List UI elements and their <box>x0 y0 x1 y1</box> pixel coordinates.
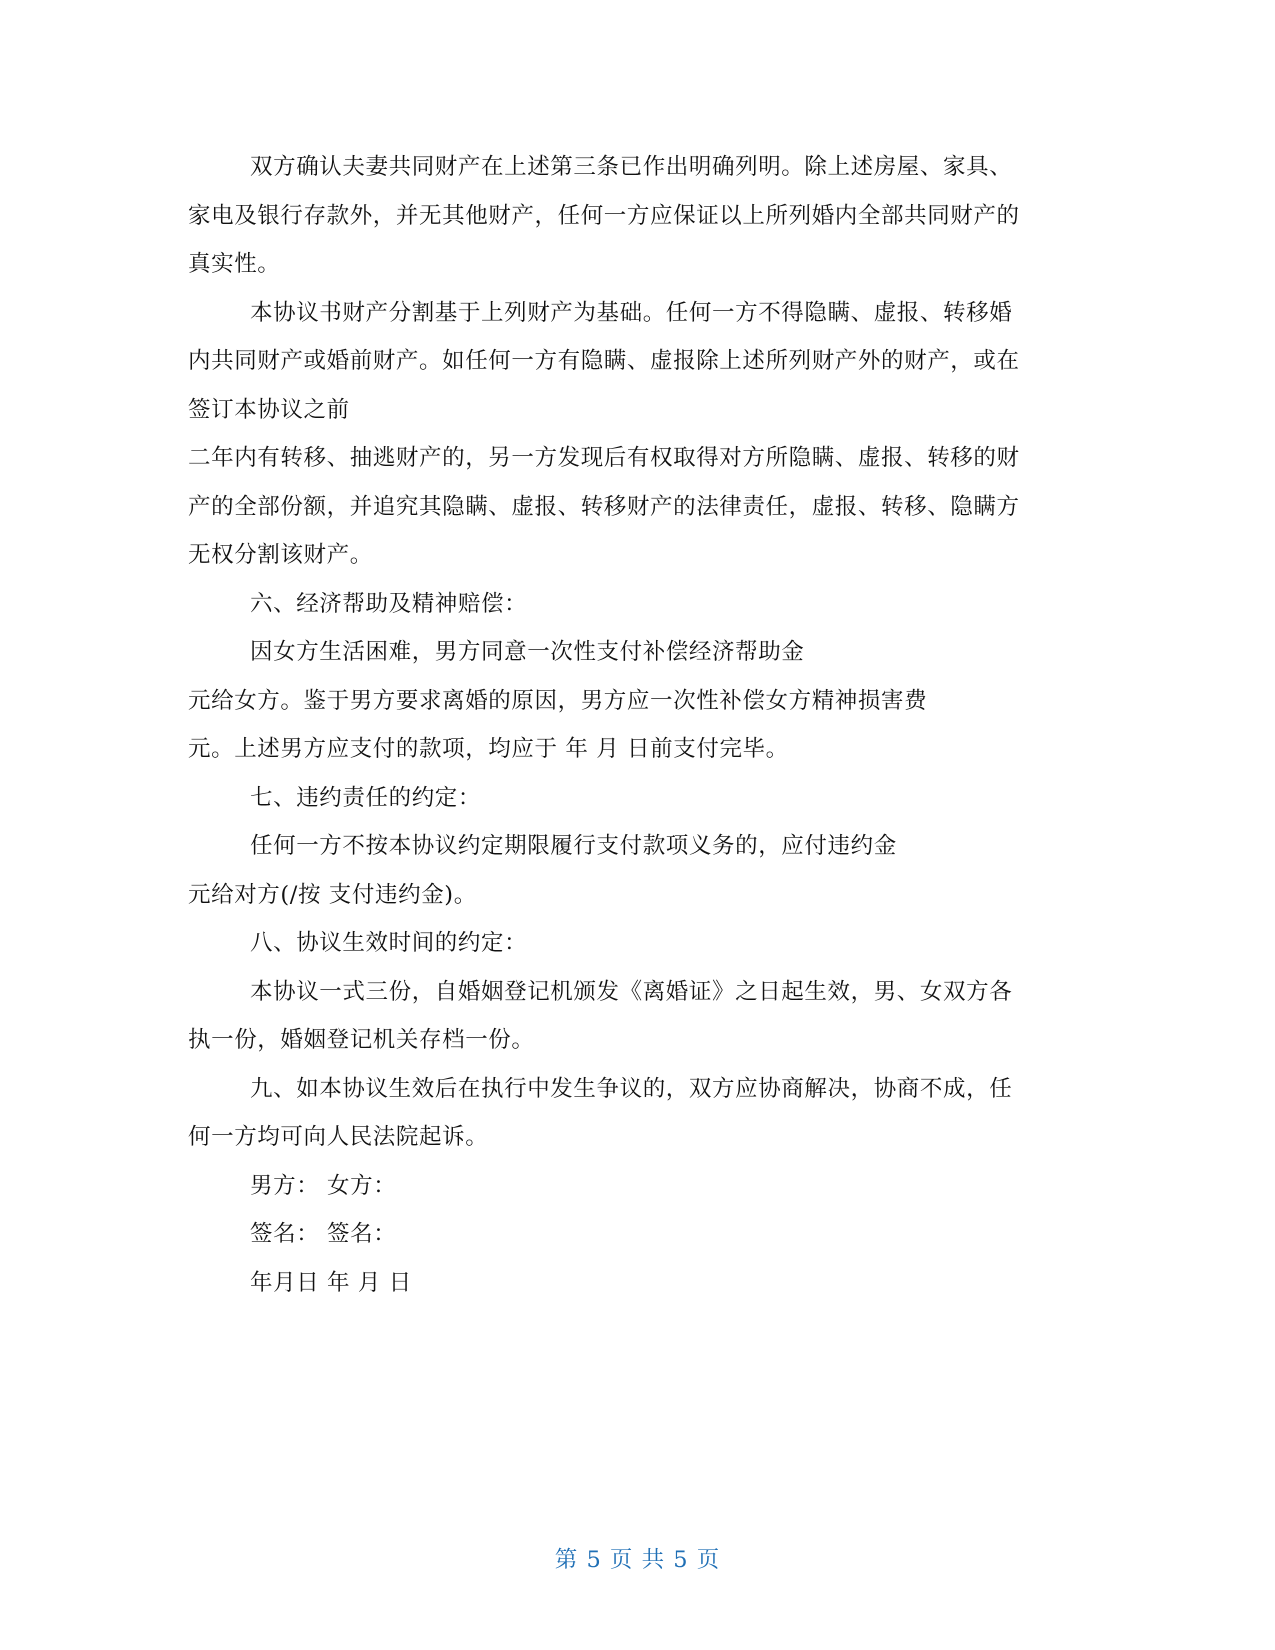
section-heading-8: 八、协议生效时间的约定： <box>250 930 528 956</box>
paragraph-line: 真实性。 <box>188 251 281 277</box>
paragraph-line: 何一方均可向人民法院起诉。 <box>188 1124 489 1150</box>
paragraph-line: 双方确认夫妻共同财产在上述第三条已作出明确列明。除上述房屋、家具、 <box>250 154 1013 180</box>
paragraph-line: 元给对方(/按 支付违约金)。 <box>188 881 477 908</box>
paragraph-line: 元。上述男方应支付的款项，均应于 年 月 日前支付完毕。 <box>188 736 789 762</box>
paragraph-line: 产的全部份额，并追究其隐瞒、虚报、转移财产的法律责任，虚报、转移、隐瞒方 <box>188 493 1020 520</box>
section-heading-6: 六、经济帮助及精神赔偿： <box>250 590 528 617</box>
party-labels: 男方： 女方： <box>250 1172 397 1199</box>
paragraph-line: 内共同财产或婚前财产。如任何一方有隐瞒、虚报除上述所列财产外的财产，或在 <box>188 348 1020 374</box>
paragraph-line: 本协议一式三份，自婚姻登记机颁发《离婚证》之日起生效，男、女双方各 <box>250 978 1013 1005</box>
paragraph-line: 本协议书财产分割基于上列财产为基础。任何一方不得隐瞒、虚报、转移婚 <box>250 299 1013 326</box>
paragraph-line: 二年内有转移、抽逃财产的，另一方发现后有权取得对方所隐瞒、虚报、转移的财 <box>188 445 1020 471</box>
paragraph-line: 任何一方不按本协议约定期限履行支付款项义务的，应付违约金 <box>250 833 897 859</box>
section-heading-7: 七、违约责任的约定： <box>250 784 482 811</box>
paragraph-line: 无权分割该财产。 <box>188 542 373 568</box>
paragraph-line: 家电及银行存款外，并无其他财产，任何一方应保证以上所列婚内全部共同财产的 <box>188 202 1020 229</box>
paragraph-line: 执一份，婚姻登记机关存档一份。 <box>188 1027 535 1053</box>
paragraph-line: 元给女方。鉴于男方要求离婚的原因，男方应一次性补偿女方精神损害费 <box>188 687 928 714</box>
date-labels: 年月日 年 月 日 <box>250 1269 412 1296</box>
paragraph-line: 因女方生活困难，男方同意一次性支付补偿经济帮助金 <box>250 639 805 665</box>
section-heading-9: 九、如本协议生效后在执行中发生争议的，双方应协商解决，协商不成，任 <box>250 1075 1013 1102</box>
signature-labels: 签名： 签名： <box>250 1221 397 1247</box>
paragraph-line: 签订本协议之前 <box>188 396 350 423</box>
page-number-footer: 第 5 页 共 5 页 <box>554 1547 721 1573</box>
document-body <box>188 143 1088 1307</box>
